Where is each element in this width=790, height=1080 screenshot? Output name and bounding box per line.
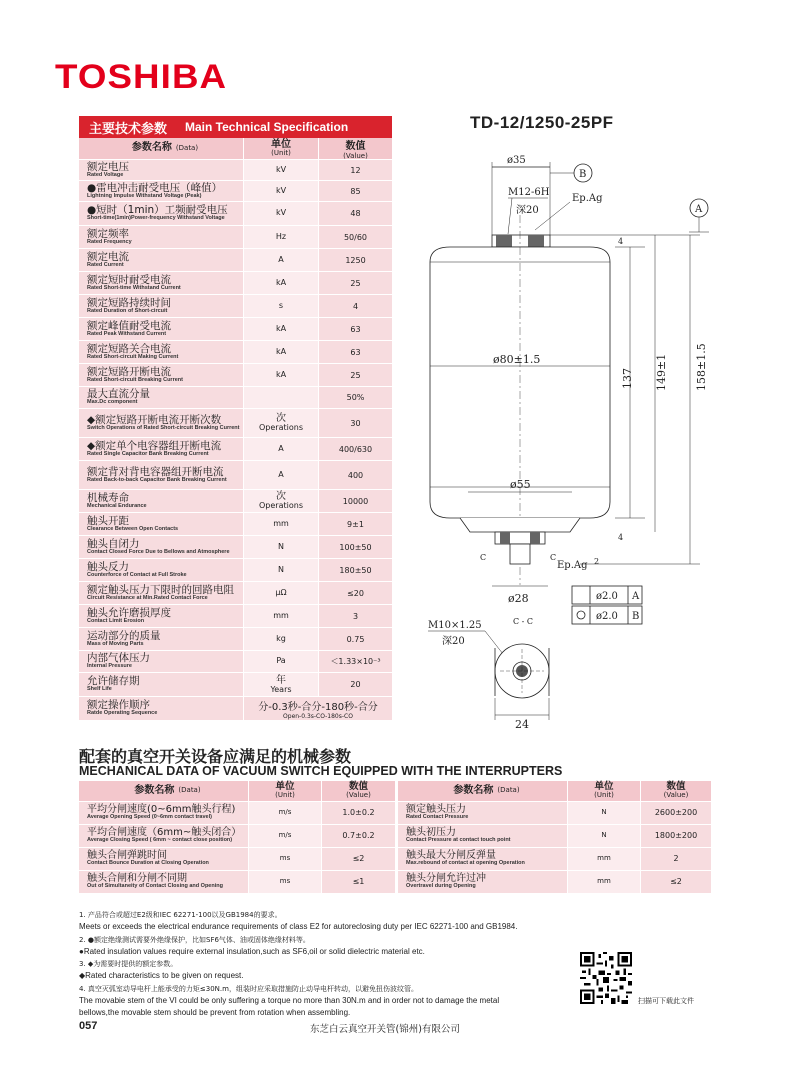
spec-row [79, 673, 392, 697]
spec-row [79, 582, 392, 605]
spec-row-label-en: Mass of Moving Parts [87, 640, 144, 647]
mech-row-unit: mm [597, 877, 611, 886]
spec-row [79, 490, 392, 513]
spec-row-label-en: Short-time(1min)Power-frequency Withstand Voltage [87, 215, 225, 222]
spec-row [79, 409, 392, 438]
spec-row-label: ●雷电冲击耐受电压（峰值） [87, 181, 223, 194]
spec-row-unit: A [278, 254, 284, 264]
mech-row-value: 1800±200 [654, 830, 698, 840]
mech-left-header-unit: 单位 [275, 780, 295, 792]
mech-left-header-name: 参数名称 [134, 784, 175, 796]
spec-row-label-en: Rated Frequency [87, 238, 132, 245]
qr-label: 扫描可下载此文件 [638, 997, 694, 1005]
spec-row-unit: kV [275, 164, 287, 174]
spec-row-label-en: Ratde Operating Sequence [87, 710, 158, 717]
spec-row-unit: N [278, 541, 284, 551]
spec-row-unit: Hz [275, 231, 287, 241]
mech-row-value: ≤2 [670, 876, 682, 886]
spec-row-unit: 次 [276, 413, 286, 425]
mech-row-label: 触头分闸允许过冲 [406, 872, 486, 884]
spec-row-value: 50/60 [343, 232, 368, 242]
mech-row-label-en: Overtravel during Opening [406, 883, 476, 890]
note-2-zh: 2. ●额定绝缘测试需要外绝缘保护，比如SF6气体、油或固体绝缘材料等。 [79, 935, 310, 944]
header-value-zh: 数值 [345, 141, 366, 152]
spec-title-zh: 主要技术参数 [89, 121, 168, 137]
dim-stem-dia: ø28 [508, 592, 529, 605]
thread-top: M12-6H [508, 187, 550, 198]
spec-row-label: 触头开距 [87, 514, 129, 527]
mech-right-header-name-en: (Data) [497, 786, 520, 795]
spec-row-value: 9±1 [347, 519, 364, 529]
mech-row-label: 触头最大分闸反弹量 [406, 849, 496, 861]
spec-row-label-en: Counterforce of Contact at Full Stroke [87, 571, 187, 578]
spec-row-operating-sequence [79, 697, 392, 721]
spec-row-label: 触头反力 [87, 560, 129, 573]
spec-row-value: 63 [350, 324, 361, 334]
spec-row [79, 318, 392, 341]
spec-row-label: ◆额定短路开断电流开断次数 [87, 413, 222, 426]
spec-row-unit: N [278, 564, 284, 574]
spec-row-label-en: Lightning Impulse Withstand Voltage (Peak) [87, 192, 202, 199]
spec-row-value: 20 [350, 680, 361, 689]
spec-row-unit: mm [273, 518, 289, 528]
spec-row-unit: Pa [276, 656, 286, 666]
spec-row-unit: kV [275, 185, 287, 195]
spec-row-value: 25 [350, 370, 361, 380]
spec-row-value: 0.75 [346, 634, 365, 644]
spec-row-label-en: Contact Limit Erosion [87, 617, 145, 624]
spec-row-label: 额定操作顺序 [87, 699, 150, 712]
spec-row-label: 触头自闭力 [87, 537, 140, 550]
depth-bot: 深20 [442, 636, 465, 647]
mech-row-value: 2 [673, 853, 679, 863]
mech-row-unit: ms [279, 854, 291, 863]
spec-row-unit: A [278, 443, 284, 453]
mech-row-unit: m/s [278, 808, 292, 817]
spec-row-value: 4 [352, 301, 359, 311]
mech-row-unit: mm [597, 854, 611, 863]
spec-row [79, 249, 392, 272]
mech-row-label: 触头合闸和分闸不同期 [87, 872, 187, 884]
ep-ag-top: Ep.Ag [572, 193, 603, 204]
c-right-label: C [550, 553, 557, 562]
spec-row-label: 最大直流分量 [87, 388, 150, 401]
tol-b-ref: B [632, 611, 640, 622]
spec-row-value: 48 [350, 209, 361, 218]
spec-row-label-en: Rated Single Capacitor Bank Breaking Current [87, 450, 209, 457]
mech-left-header-unit-en: (Unit) [275, 791, 295, 800]
spec-row-value: 400/630 [338, 444, 373, 454]
spec-row [79, 181, 392, 202]
mech-right-header-unit: 单位 [594, 780, 614, 792]
spec-row-label: 额定短路关合电流 [87, 342, 171, 355]
mech-row-label-en: Contact Bounce Duration at Closing Operation [87, 860, 209, 867]
spec-row-label: 额定频率 [87, 227, 129, 240]
mech-row-label-en: Max.rebound of contact at opening Operation [406, 860, 525, 867]
spec-row-unit: μΩ [275, 587, 287, 597]
spec-row-value: 25 [350, 278, 361, 288]
spec-row-label: 触头允许磨损厚度 [87, 606, 171, 619]
spec-row [79, 226, 392, 249]
tol-a: ø2.0 [596, 591, 618, 602]
mech-row-unit: N [601, 808, 607, 817]
spec-row-label-en: Contact Closed Force Due to Bellows and Atmosphere [87, 548, 230, 555]
mech-row [79, 802, 395, 825]
spec-row-value: 85 [350, 186, 361, 196]
sequence-value-en: Open-0.3s-CO-180s-CO [283, 712, 353, 720]
spec-row [79, 160, 392, 181]
note-4-en-2: bellows,the movable stem should be prevent from rotation when assembling. [79, 1008, 351, 1018]
spec-row-label-en: Circuit Resistance at Min.Rated Contact Force [87, 594, 208, 601]
tol-b: ø2.0 [596, 611, 618, 622]
mech-right-header [398, 781, 711, 802]
spec-row-label: ◆额定单个电容器组开断电流 [87, 439, 222, 452]
spec-row-label-en: Shelf Life [87, 686, 112, 693]
spec-row-unit: 年 [276, 674, 286, 686]
spec-row-label: 额定触头压力下限时的回路电阻 [87, 583, 234, 596]
spec-row-unit: kA [275, 369, 287, 379]
spec-row-value: 3 [352, 611, 359, 621]
spec-row [79, 364, 392, 387]
spec-row [79, 295, 392, 318]
mech-title-en: MECHANICAL DATA OF VACUUM SWITCH EQUIPPED WITH THE INTERRUPTERS [79, 764, 563, 778]
section-label: C - C [513, 617, 534, 626]
spec-row-value: 50% [346, 393, 365, 402]
spec-row-label: 额定短时耐受电流 [87, 273, 171, 286]
spec-row-value: 400 [347, 470, 364, 480]
note-4-zh: 4. 真空灭弧室动导电杆上能承受的力矩≤30N.m，组装时应采取措施防止动导电杆转动，以避免扭伤波纹管。 [79, 984, 418, 993]
spec-row-value: 100±50 [339, 542, 372, 552]
spec-row-value: 12 [350, 165, 361, 175]
sequence-value-zh: 分-0.3秒-合分-180秒-合分 [258, 701, 378, 713]
spec-row-unit: kA [275, 346, 287, 356]
mech-row-unit: ms [279, 877, 291, 886]
spec-row-value: 30 [350, 418, 361, 428]
mech-table-left [79, 781, 395, 894]
mech-row [79, 848, 395, 871]
spec-row [79, 272, 392, 295]
ref-a-label: A [695, 204, 703, 215]
spec-row-label-en: Mechanical Endurance [87, 502, 147, 509]
main-spec-table [79, 116, 392, 721]
mech-left-header [79, 781, 395, 802]
spec-row-label-en: Rated Short-circuit Breaking Current [87, 376, 183, 383]
dim-158: 158±1.5 [695, 343, 708, 391]
toshiba-logo: TOSHIBA [55, 58, 228, 96]
dim-body-dia: ø80±1.5 [493, 353, 541, 366]
spec-row-value: 10000 [342, 496, 369, 506]
header-unit-en: (Unit) [271, 149, 291, 158]
qr-code-icon[interactable] [580, 952, 632, 1004]
mech-row [398, 825, 711, 848]
mech-right-header-name: 参数名称 [453, 784, 494, 796]
mech-row [79, 825, 395, 848]
spec-row-label: 机械寿命 [87, 491, 129, 504]
spec-row-label: 内部气体压力 [87, 652, 150, 665]
spec-row-unit: 次 [276, 491, 286, 503]
header-name-zh: 参数名称 [131, 142, 172, 154]
mech-row [398, 871, 711, 894]
spec-row-unit: kA [275, 323, 287, 333]
spec-row-label-en: Rated Back-to-back Capacitor Bank Breaking Current [87, 476, 227, 483]
mech-left-header-value-en: (Value) [346, 791, 371, 800]
mech-row-label-en: Rated Contact Pressure [406, 814, 469, 821]
spec-row-label-en: Rated Short-time Withstand Current [87, 284, 181, 291]
mech-row-unit: m/s [278, 831, 292, 840]
mech-row-label: 触头初压力 [406, 826, 456, 838]
mech-row-value: ≤1 [352, 876, 365, 886]
spec-row-unit: kA [275, 277, 287, 287]
spec-table-title [79, 116, 392, 138]
spec-row [79, 559, 392, 582]
mech-row-label-en: Contact Pressure at contact touch point [406, 837, 511, 844]
mech-right-rows [398, 802, 711, 894]
spec-row-unit: kg [276, 633, 286, 643]
mech-row-label-en: Out of Simultaneity of Contact Closing and Opening [87, 883, 223, 890]
header-value-en: (Value) [343, 152, 368, 160]
mech-row [398, 802, 711, 825]
mech-row-label-en: Average Opening Speed (0~6mm contact travel) [87, 814, 212, 821]
spec-row-label-en: Clearance Between Open Contacts [87, 525, 179, 532]
mech-title-zh: 配套的真空开关设备应满足的机械参数 [79, 747, 352, 766]
dim-137: 137 [621, 368, 634, 389]
mech-row-label: 额定触头压力 [406, 803, 466, 815]
spec-row-label-en: Rated Short-circuit Making Current [87, 353, 179, 360]
spec-title-en: Main Technical Specification [185, 120, 349, 134]
spec-row-label-en: Switch Operations of Rated Short-circuit Breaking Current [87, 424, 240, 431]
spec-row [79, 651, 392, 673]
mech-right-header-value-en: (Value) [663, 791, 689, 800]
dim-149: 149±1 [655, 353, 668, 391]
spec-row-value: 1250 [345, 255, 366, 265]
spec-row-label: 额定短路持续时间 [87, 296, 171, 309]
spec-row-unit: mm [273, 610, 289, 620]
mech-row-value: ≤2 [352, 853, 365, 863]
spec-row-unit-en: Years [270, 684, 292, 694]
spec-row-unit-en: Operations [259, 423, 303, 433]
dim-4-top: 4 [618, 237, 624, 246]
dim-24: 24 [515, 718, 529, 731]
mech-row-unit: N [601, 831, 607, 840]
spec-row-label: 额定短路开断电流 [87, 365, 171, 378]
spec-header-row [79, 138, 392, 160]
mech-row-value: 1.0±0.2 [342, 807, 375, 817]
spec-row-label: 额定背对背电容器组开断电流 [87, 465, 224, 478]
mech-right-header-value: 数值 [666, 780, 686, 792]
spec-row [79, 341, 392, 364]
spec-row [79, 461, 392, 490]
spec-row-unit: A [278, 469, 284, 479]
thread-bot: M10×1.25 [428, 620, 482, 631]
mech-right-header-unit-en: (Unit) [594, 791, 614, 800]
mech-row-label: 平均合闸速度（6mm~触头闭合） [87, 826, 242, 838]
ref-b-label: B [579, 169, 587, 180]
spec-row-label-en: Max.Dc component [87, 399, 138, 406]
note-3-en: ◆Rated characteristics to be given on request. [79, 971, 244, 981]
spec-row-label-en: Rated Current [87, 261, 124, 268]
spec-row-unit-en: Operations [259, 501, 303, 511]
spec-row-label: 额定电流 [87, 250, 129, 263]
spec-row-value: 180±50 [339, 565, 372, 575]
note-1-en: Meets or exceeds the electrical endurance requirements of class E2 for autoreclosing duty per IEC 62271-100 and GB1984. [79, 922, 518, 932]
spec-row-value: ＜1.33×10⁻³ [330, 657, 381, 666]
mech-row-label-en: Average Closing Speed ( 6mm ~ contact close position) [87, 837, 233, 844]
spec-row-unit: s [278, 300, 284, 310]
header-name-en: (Data) [175, 143, 199, 152]
depth-top: 深20 [516, 205, 539, 216]
mech-row-value: 0.7±0.2 [342, 830, 375, 840]
page-number: 057 [79, 1020, 98, 1032]
spec-row-label: ●短时（1min）工频耐受电压 [87, 204, 228, 217]
spec-row-label-en: Rated Duration of Short-circuit [87, 307, 168, 314]
dim-flange-dia: ø55 [510, 478, 531, 491]
note-1-zh: 1. 产品符合或超过E2级和IEC 62271-100以及GB1984的要求。 [79, 911, 282, 919]
spec-row [79, 536, 392, 559]
mech-row-label: 平均分闸速度(0~6mm触头行程) [87, 803, 236, 815]
spec-row-label: 运动部分的质量 [87, 629, 161, 642]
tol-a-ref: A [632, 591, 640, 602]
dim-top-dia: ø35 [507, 155, 526, 166]
interrupter-drawing [400, 140, 720, 740]
note-3-zh: 3. ◆为需要时提供的额定参数。 [79, 960, 178, 969]
spec-row [79, 387, 392, 409]
spec-row-unit: kV [275, 208, 287, 218]
spec-row-label: 额定电压 [87, 160, 129, 173]
mech-left-header-name-en: (Data) [178, 786, 201, 795]
c-left-label: C [480, 553, 487, 562]
spec-row-label-en: Rated Peak Withstand Current [87, 330, 167, 337]
notes [79, 909, 579, 1020]
dim-2: 2 [594, 557, 600, 566]
mech-table-right [398, 781, 711, 894]
mech-row [398, 848, 711, 871]
mech-row-label: 触头合闸弹跳时间 [87, 849, 167, 861]
mech-row [79, 871, 395, 894]
spec-row [79, 513, 392, 536]
company-name: 东芝白云真空开关管(锦州)有限公司 [310, 1024, 460, 1035]
mech-left-rows [79, 802, 395, 894]
header-unit-zh: 单位 [271, 139, 291, 151]
model-title: TD-12/1250-25PF [470, 113, 614, 132]
mech-row-value: 2600±200 [654, 807, 698, 817]
spec-row-label: 允许储存期 [87, 675, 140, 688]
spec-rows [79, 160, 392, 697]
dim-4-bot: 4 [618, 533, 624, 542]
ep-ag-bot: Ep.Ag [557, 560, 588, 571]
note-2-en: ●Rated insulation values require external insulation,such as SF6,oil or solid dielectric material etc. [79, 946, 425, 956]
spec-row [79, 628, 392, 651]
spec-row-label-en: Internal Pressure [87, 663, 132, 670]
spec-row-value: 63 [350, 347, 361, 357]
spec-row [79, 438, 392, 461]
spec-row-label: 额定峰值耐受电流 [87, 319, 171, 332]
spec-row-label-en: Rated Voltage [87, 171, 124, 178]
spec-row-value: ≤20 [347, 588, 364, 598]
mech-left-header-value: 数值 [348, 780, 368, 792]
spec-row [79, 605, 392, 628]
spec-row [79, 202, 392, 226]
note-4-en-1: The movabie stem of the VI could be only suffering a torque no more than 30N.m and in order not to damage the metal [79, 996, 500, 1006]
